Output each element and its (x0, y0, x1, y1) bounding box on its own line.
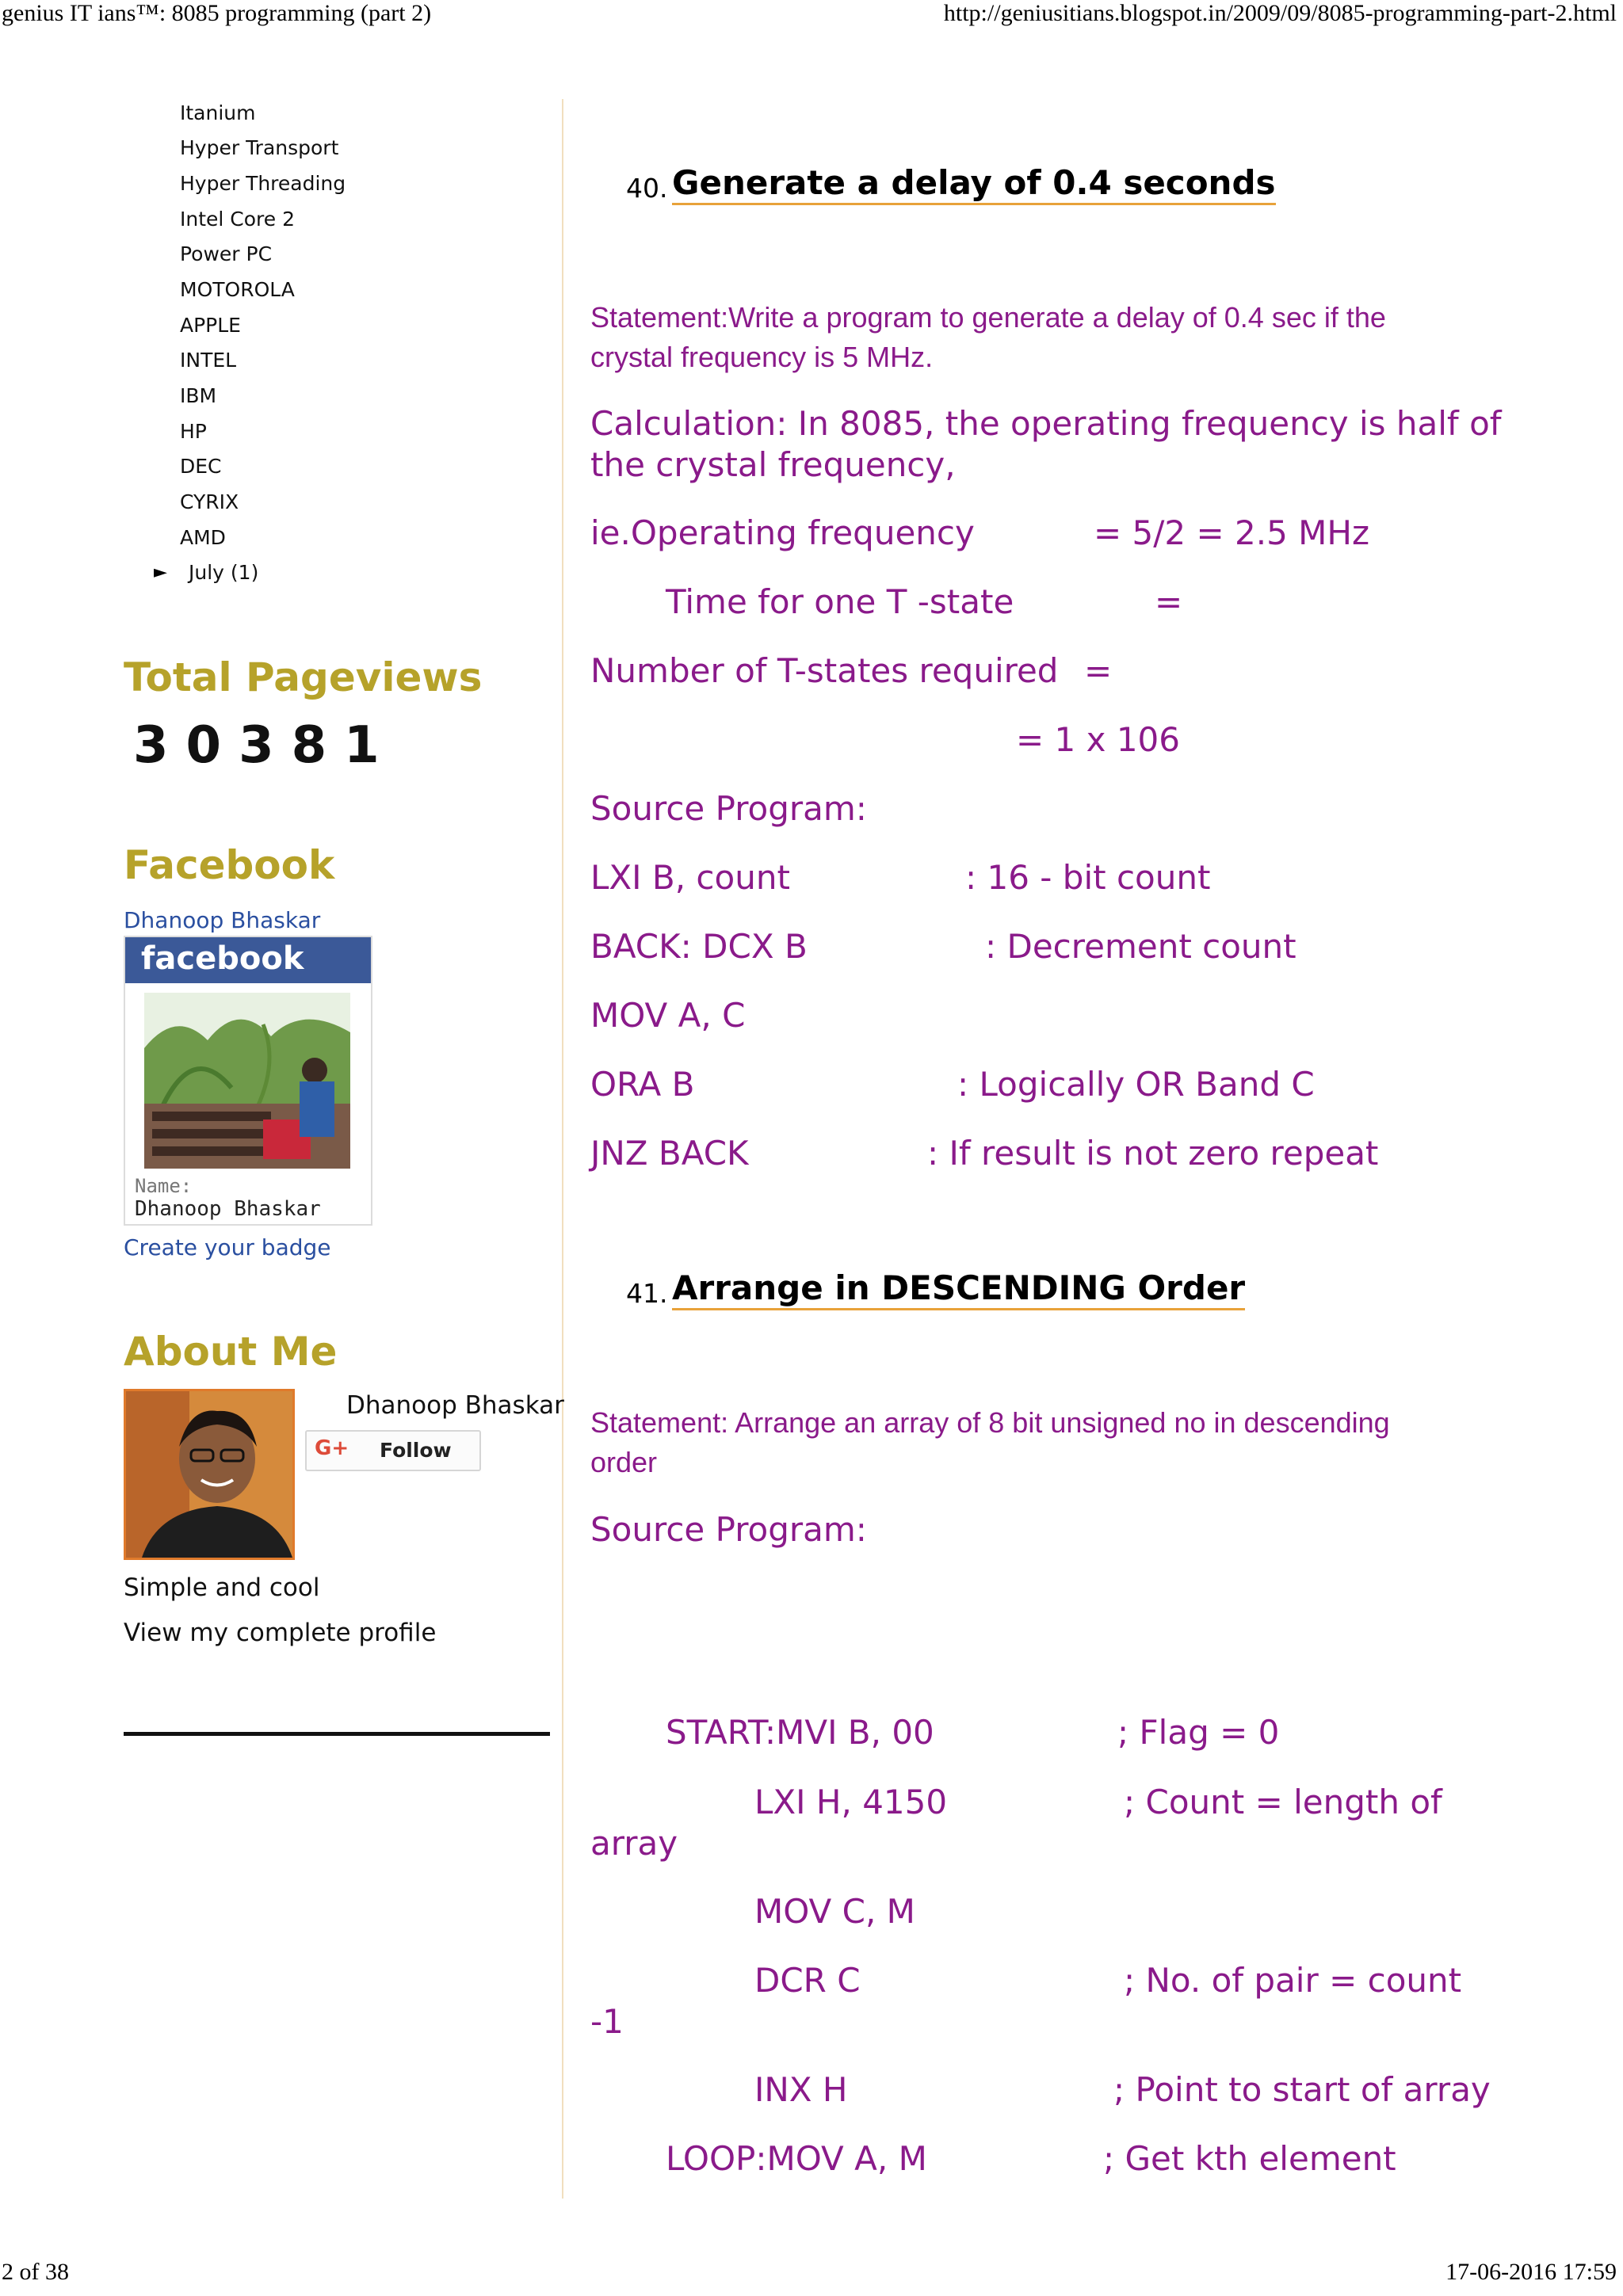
archive-link-hp[interactable]: HP (180, 420, 207, 443)
post-title[interactable]: Arrange in DESCENDING Order (672, 1268, 1245, 1310)
post-title[interactable]: Generate a delay of 0.4 seconds (672, 163, 1276, 205)
code-instruction: JNZ BACK (590, 1134, 749, 1173)
archive-link-dec[interactable]: DEC (180, 455, 222, 478)
facebook-profile-link[interactable]: Dhanoop Bhaskar (124, 907, 321, 933)
archive-link-apple[interactable]: APPLE (180, 314, 241, 337)
follow-button[interactable] (305, 1430, 481, 1471)
author-avatar[interactable] (124, 1389, 295, 1560)
code-instruction: LOOP:MOV A, M (666, 2139, 927, 2178)
post-number: 41. (626, 1278, 668, 1309)
facebook-heading: Facebook (124, 842, 335, 888)
code-comment: ; Count = length of (1124, 1783, 1442, 1821)
facebook-name-value: Dhanoop Bhaskar (135, 1197, 321, 1221)
code-comment: ; No. of pair = count (1124, 1961, 1462, 2000)
code-instruction: MOV C, M (754, 1892, 915, 1931)
code-comment: : 16 - bit count (965, 858, 1211, 897)
statement-line: crystal frequency is 5 MHz. (590, 341, 934, 373)
calculation-value: = (1084, 651, 1113, 690)
statement-line: Statement: Arrange an array of 8 bit unsigned no in descending (590, 1406, 1390, 1439)
code-comment: : Logically OR Band C (957, 1065, 1315, 1104)
statement-line: Statement:Write a program to generate a delay of 0.4 sec if the (590, 301, 1386, 334)
archive-link-power-pc[interactable]: Power PC (180, 242, 273, 265)
sidebar-divider (562, 99, 563, 2199)
pageviews-counter (133, 716, 397, 775)
archive-link-intel-core-2[interactable]: Intel Core 2 (180, 208, 296, 231)
code-instruction: ORA B (590, 1065, 695, 1104)
code-comment: ; Point to start of array (1113, 2070, 1491, 2109)
about-me-heading: About Me (124, 1329, 338, 1375)
code-instruction: BACK: DCX B (590, 927, 808, 966)
calculation-label: ie.Operating frequency (590, 513, 975, 552)
code-comment: : Decrement count (985, 927, 1296, 966)
view-profile-link[interactable]: View my complete profile (124, 1619, 437, 1647)
calculation-line: Calculation: In 8085, the operating frequency is half of (590, 404, 1502, 443)
archive-link-ibm[interactable]: IBM (180, 384, 217, 407)
pageviews-digit: 8 (291, 716, 345, 775)
code-comment: array (590, 1824, 678, 1863)
archive-link-hyper-transport[interactable]: Hyper Transport (180, 136, 339, 159)
facebook-badge-header (125, 937, 371, 983)
pageviews-heading: Total Pageviews (124, 654, 483, 700)
calculation-value: = (1155, 582, 1183, 621)
archive-link-itanium[interactable]: Itanium (180, 101, 256, 124)
author-tagline: Simple and cool (124, 1573, 320, 1602)
code-instruction: DCR C (754, 1961, 861, 2000)
create-badge-link[interactable]: Create your badge (124, 1234, 331, 1261)
archive-link-hyper-threading[interactable]: Hyper Threading (180, 172, 346, 195)
sidebar-bottom-rule (124, 1732, 550, 1736)
code-instruction: INX H (754, 2070, 848, 2109)
archive-month-july[interactable]: July (1) (189, 561, 259, 584)
post-number: 40. (626, 173, 668, 204)
expand-arrow-icon[interactable]: ► (154, 563, 167, 582)
print-url: http://geniusitians.blogspot.in/2009/09/8085-programming-part-2.html (943, 0, 1617, 26)
facebook-name-label: Name: (135, 1175, 193, 1197)
facebook-badge[interactable] (124, 936, 372, 1226)
pageviews-digit: 3 (239, 716, 292, 775)
code-comment: ; Get kth element (1103, 2139, 1396, 2178)
code-instruction: LXI H, 4150 (754, 1783, 948, 1821)
calculation-value: = 5/2 = 2.5 MHz (1094, 513, 1370, 552)
code-comment: ; Flag = 0 (1117, 1713, 1280, 1752)
facebook-logo: facebook (141, 940, 304, 977)
archive-link-cyrix[interactable]: CYRIX (180, 490, 239, 513)
print-page-title: genius IT ians™: 8085 programming (part 2) (2, 0, 432, 26)
print-datetime: 17-06-2016 17:59 (1445, 2259, 1617, 2285)
code-instruction: START:MVI B, 00 (666, 1713, 934, 1752)
calculation-value: = 1 x 106 (1016, 720, 1180, 759)
pageviews-digit: 0 (185, 716, 239, 775)
code-instruction: LXI B, count (590, 858, 790, 897)
statement-line: order (590, 1446, 658, 1478)
follow-label: Follow (380, 1439, 452, 1462)
source-program-label: Source Program: (590, 1510, 867, 1549)
author-name[interactable]: Dhanoop Bhaskar (346, 1391, 564, 1420)
calculation-line: the crystal frequency, (590, 445, 956, 484)
source-program-label: Source Program: (590, 789, 867, 828)
archive-link-intel[interactable]: INTEL (180, 349, 237, 372)
pageviews-digit: 1 (344, 716, 397, 775)
code-instruction: MOV A, C (590, 996, 746, 1035)
code-comment: -1 (590, 2002, 624, 2041)
calculation-label: Number of T-states required (590, 651, 1059, 690)
pageviews-digit: 3 (133, 716, 186, 775)
print-page-number: 2 of 38 (2, 2259, 69, 2285)
archive-link-motorola[interactable]: MOTOROLA (180, 278, 295, 301)
google-plus-icon: G+ (315, 1436, 349, 1460)
facebook-profile-photo (144, 993, 350, 1169)
archive-link-amd[interactable]: AMD (180, 526, 226, 549)
calculation-label: Time for one T -state (666, 582, 1014, 621)
code-comment: : If result is not zero repeat (927, 1134, 1379, 1173)
